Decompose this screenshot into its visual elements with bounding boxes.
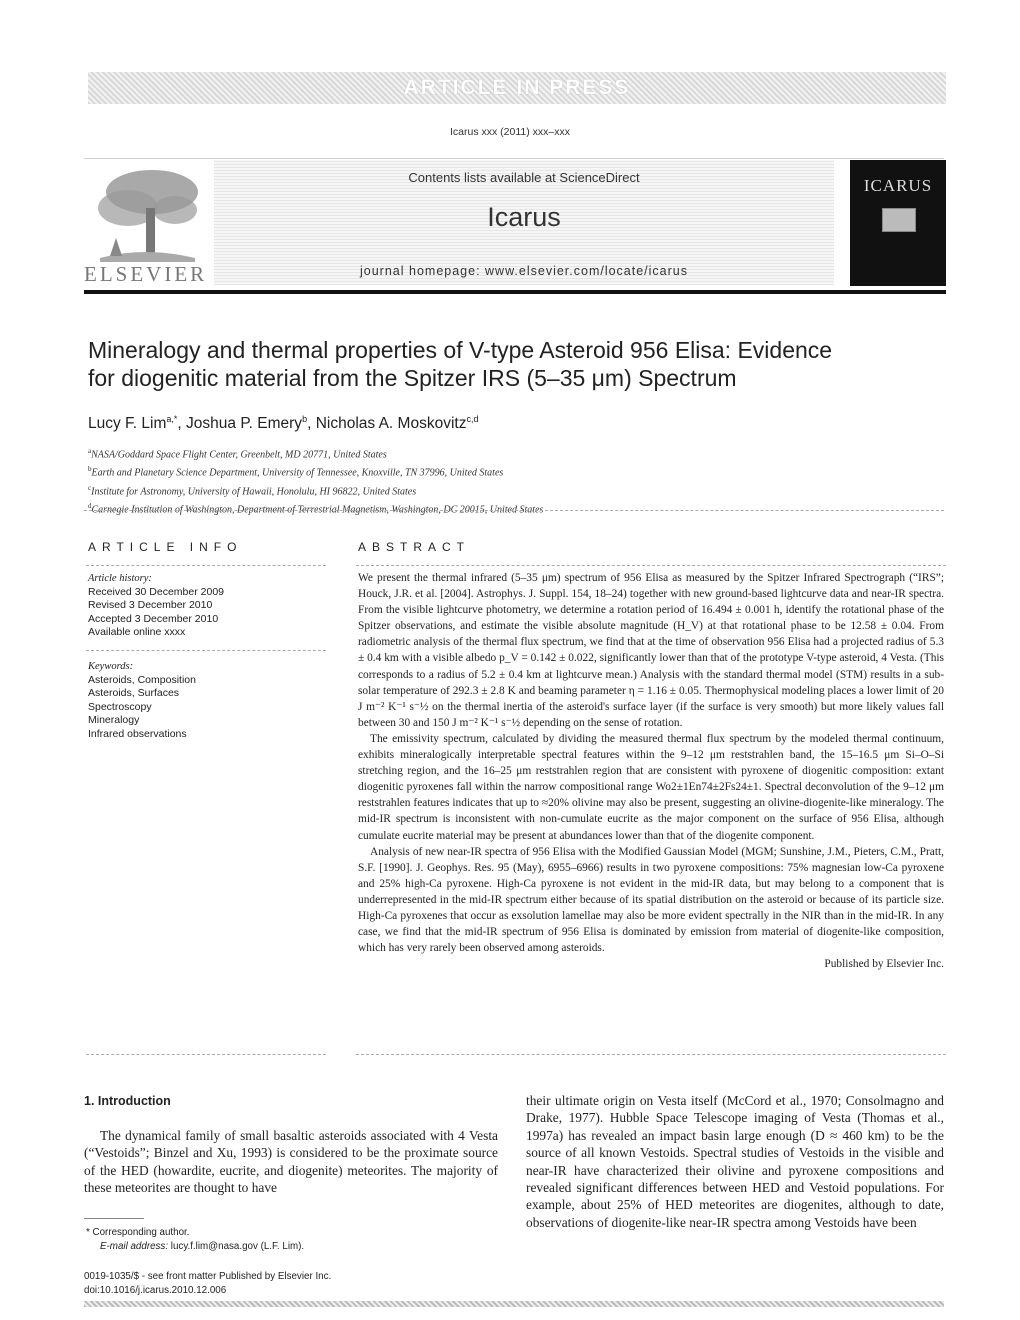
journal-name: Icarus xyxy=(487,202,561,232)
header-bottom-rule xyxy=(84,290,946,294)
doi-line[interactable]: doi:10.1016/j.icarus.2010.12.006 xyxy=(84,1285,227,1296)
history-item: Accepted 3 December 2010 xyxy=(88,612,219,625)
article-in-press-banner xyxy=(88,72,946,104)
intro-left-column xyxy=(84,1127,498,1197)
divider xyxy=(86,1054,326,1055)
title-line-1: Mineralogy and thermal properties of V-type Asteroid 956 Elisa: Evidence xyxy=(88,337,833,363)
cover-image xyxy=(882,208,916,232)
affiliation: NASA/Goddard Space Flight Center, Greenbelt, MD 20771, United States xyxy=(91,449,387,461)
intro-paragraph: their ultimate origin on Vesta itself (McCord et al., 1970; Consolmagno and Drake, 1977). Hubble Space Telescope imaging of Vesta (Thomas et al., 1997a) has revealed an impact basin large enough (D ≈ 460 km) to be the source of all known Vestoids. Spectral studies of Vestoids in the visible and near-IR have characterized their olivine and pyroxene compositions and revealed significant differences between HED and Vestoid populations. For example, about 25% of HED meteorites are diogenites, although to date, observations of diogenite-like near-IR spectra among Vestoids have been xyxy=(526,1093,944,1230)
elsevier-wordmark: ELSEVIER xyxy=(84,262,208,286)
keyword: Infrared observations xyxy=(88,727,187,740)
author-sup: a,* xyxy=(166,414,178,424)
intro-right-column xyxy=(526,1092,944,1231)
affiliations xyxy=(88,444,543,517)
front-matter xyxy=(84,1270,584,1298)
keyword: Asteroids, Surfaces xyxy=(88,687,180,700)
contents-line: Contents lists available at ScienceDirect xyxy=(408,170,640,185)
keyword: Mineralogy xyxy=(88,714,140,727)
abstract-paragraph: The emissivity spectrum, calculated by dividing the measured thermal flux spectrum by the modeled thermal continuum, exhibits mineralogically interpretable spectral features within the 9–12 μm reststrahlen band, the 15–16.5 μm Si–O–Si stretching region, and the 16–25 μm reststrahlen region that are consistent with pyroxene of diogenitic composition: extant diogenitic pyroxenes fall within the narrow compositional range Wo2±1En74±2Fs24±1. Spectral deconvolution of the 9–12 μm reststrahlen features indicates that up to ≈20% olivine may also be present, suggesting an olivine-diogenite-like mineralogy. The mid-IR spectrum is inconsistent with non-cumulate eucrite as the major component on the surface of 956 Elisa, although cumulate eucrite material may be present at abundances lower than that of the diogenite component. xyxy=(358,732,944,842)
divider xyxy=(86,650,326,651)
email-address[interactable]: lucy.f.lim@nasa.gov (L.F. Lim). xyxy=(170,1241,305,1252)
journal-reference: Icarus xxx (2011) xxx–xxx xyxy=(449,126,570,138)
divider xyxy=(356,1054,946,1055)
divider xyxy=(84,510,944,511)
section-heading: 1. Introduction xyxy=(84,1094,171,1108)
corresponding-author: * Corresponding author. xyxy=(86,1227,190,1238)
footnote xyxy=(86,1226,496,1254)
history-item: Revised 3 December 2010 xyxy=(88,599,213,612)
affil-key: d xyxy=(88,501,92,510)
article-history xyxy=(88,572,328,640)
cover-title: ICARUS xyxy=(863,176,933,195)
published-by: Published by Elsevier Inc. xyxy=(824,958,944,971)
divider xyxy=(86,565,326,566)
issn-line: 0019-1035/$ - see front matter Published by Elsevier Inc. xyxy=(84,1271,332,1282)
keywords-label: Keywords: xyxy=(88,661,134,672)
affiliation: Earth and Planetary Science Department, University of Tennessee, Knoxville, TN 37996, United States xyxy=(91,467,504,479)
divider xyxy=(356,565,946,566)
author-name: Joshua P. Emery xyxy=(186,415,303,433)
keywords xyxy=(88,660,328,742)
banner-text: ARTICLE IN PRESS xyxy=(403,76,631,99)
abstract-heading: ABSTRACT xyxy=(358,540,471,554)
history-label: Article history: xyxy=(88,573,152,584)
keyword: Spectroscopy xyxy=(88,700,152,713)
article-title xyxy=(88,336,948,392)
author-sup: b xyxy=(302,414,308,424)
author-sup: c,d xyxy=(466,414,479,424)
footnote-rule xyxy=(84,1218,144,1219)
author-list: Lucy F. Lim$^{a,*}$, Joshua P. Emery$^b$, Nicholas A. Moskovitz$^{c,d}$ xyxy=(88,414,479,433)
history-item: Received 30 December 2009 xyxy=(88,585,224,598)
affil-key: b xyxy=(88,465,92,474)
affiliation: Carnegie Institution of Washington, Department of Terrestrial Magnetism, Washington, DC 20015, United States xyxy=(91,504,544,516)
title-line-2: for diogenitic material from the Spitzer IRS (5–35 μm) Spectrum xyxy=(88,365,737,391)
affiliation: Institute for Astronomy, University of Hawaii, Honolulu, HI 96822, United States xyxy=(91,485,417,497)
keyword: Asteroids, Composition xyxy=(88,673,196,686)
intro-paragraph: The dynamical family of small basaltic asteroids associated with 4 Vesta (“Vestoids”; Binzel and Xu, 1993) is considered to be the proximate source of the HED (howardite, eucrite, and diogenite) meteorites. The majority of these meteorites are thought to have xyxy=(84,1128,498,1196)
affil-key: a xyxy=(88,447,92,455)
abstract-paragraph: Analysis of new near-IR spectra of 956 Elisa with the Modified Gaussian Model (MGM; Sunshine, J.M., Pieters, C.M., Pratt, S.F. [1990]. J. Geophys. Res. 95 (May), 6955–6966) results in two pyroxene compositions: 75% magnesian low-Ca pyroxene and 25% high-Ca pyroxene. High-Ca pyroxene is not evident in the mid-IR data, but may belong to a component that is underrepresented in the mid-IR spectrum either because of its spatial distribution on the asteroid or because of its particle size. High-Ca pyroxenes that occur as exsolution lamellae may also be more evident spectrally in the NIR than in the mid-IR. In any case, we find that the mid-IR spectrum of 956 Elisa is dominated by emission from material of diogenite-like composition, which has very rarely been observed among asteroids. xyxy=(358,845,944,955)
journal-homepage: journal homepage: www.elsevier.com/locate/icarus xyxy=(360,264,688,278)
email-label: E-mail address: xyxy=(100,1241,169,1252)
history-item: Available online xxxx xyxy=(88,626,186,639)
author-name: Nicholas A. Moskovitz xyxy=(315,415,467,433)
article-info-heading: ARTICLE INFO xyxy=(88,540,243,554)
footer-stripe xyxy=(84,1301,944,1307)
header-top-rule xyxy=(84,158,944,159)
abstract-paragraph: We present the thermal infrared (5–35 μm) spectrum of 956 Elisa as measured by the Spitzer Infrared Spectrograph (“IRS”; Houck, J.R. et al. [2004]. Astrophys. J. Suppl. 154, 18–24) together with new ground-based lightcurve data and near-IR spectra. From the visible lightcurve photometry, we determine a rotation period of 16.494 ± 0.001 h, identify the rotational phase of the Spitzer observations, and estimate the visible absolute magnitude (H_V) at that rotational phase to be 12.58 ± 0.04. From radiometric analysis of the thermal flux spectrum, we find that at the time of observation 956 Elisa had a projected radius of 5.3 ± 0.4 km with a visible albedo p_V = 0.142 ± 0.022, significantly lower than that of the prototype V-type asteroid, 4 Vesta. (This corresponds to a radius of 5.2 ± 0.4 km at lightcurve mean.) Analysis with the standard thermal model (STM) results in a sub-solar temperature of 292.3 ± 2.8 K and beaming parameter η = 1.16 ± 0.05. Thermophysical modeling places a lower limit of 20 J m⁻² K⁻¹ s⁻½ on the thermal inertia of the asteroid's surface layer (if the surface is very smooth) but more likely values fall between 30 and 150 J m⁻² K⁻¹ s⁻½ depending on the sense of rotation. xyxy=(358,572,944,729)
abstract-body xyxy=(358,570,944,972)
author-name: Lucy F. Lim xyxy=(88,415,167,433)
affil-key: c xyxy=(88,483,92,492)
